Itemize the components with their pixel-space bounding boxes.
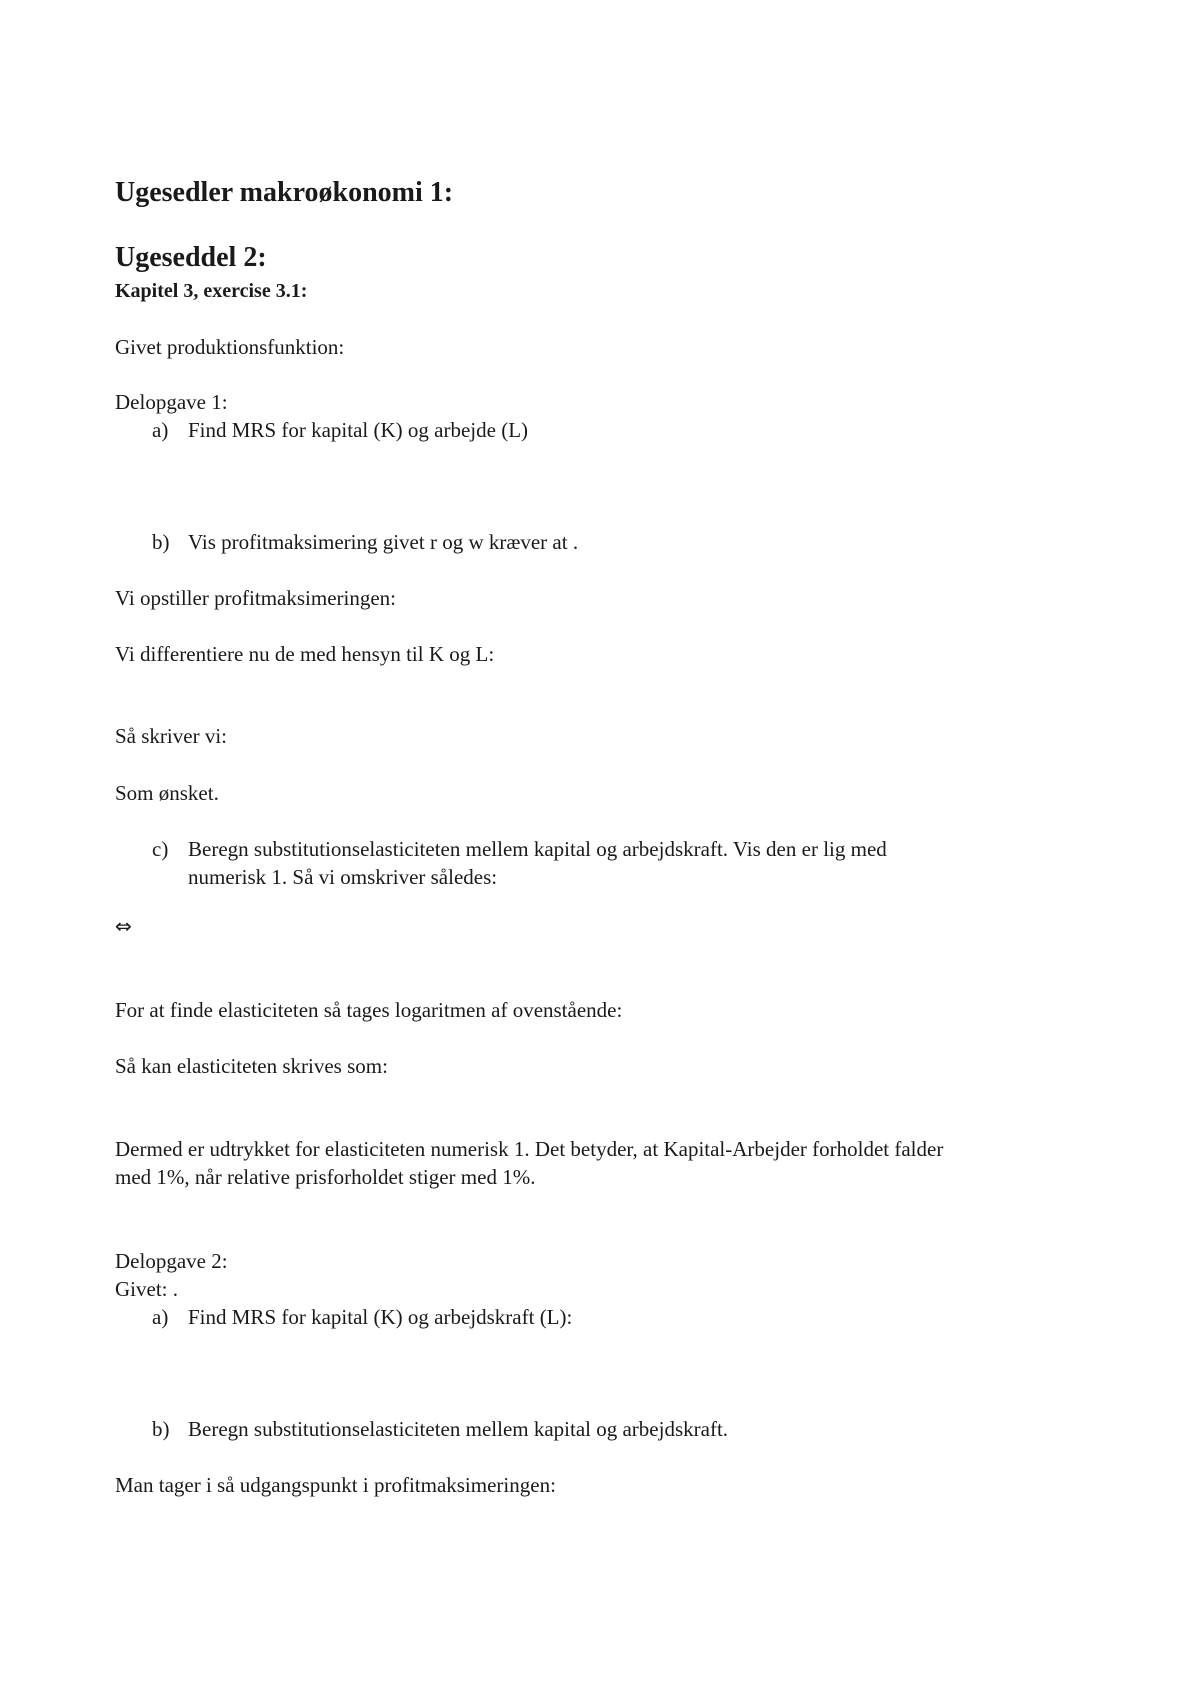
part1-c-line1: Beregn substitutionselasticiteten mellem kapital og arbejdskraft. Vis den er lig med (188, 837, 887, 861)
week-heading: Ugeseddel 2: (115, 242, 267, 273)
elasticity-written-text: Så kan elasticiteten skrives som: (115, 1054, 388, 1078)
part1-c-label: c) (152, 837, 169, 861)
part1-label: Delopgave 1: (115, 390, 228, 414)
part2-a-text: Find MRS for kapital (K) og arbejdskraft (L): (188, 1305, 573, 1329)
conclusion-line2: med 1%, når relative prisforholdet stiger med 1%. (115, 1165, 536, 1189)
setup-profit-text: Vi opstiller profitmaksimeringen: (115, 586, 397, 610)
differentiate-text: Vi differentiere nu de med hensyn til K og L: (115, 642, 495, 666)
given-function-text: Givet produktionsfunktion: (115, 335, 345, 359)
we-write-text: Så skriver vi: (115, 724, 227, 748)
starting-point-text: Man tager i så udgangspunkt i profitmaksimeringen: (115, 1473, 556, 1497)
part2-label: Delopgave 2: (115, 1249, 228, 1273)
part1-c-line2: numerisk 1. Så vi omskriver således: (188, 865, 498, 889)
conclusion-line1: Dermed er udtrykket for elasticiteten numerisk 1. Det betyder, at Kapital-Arbejder forholdet falder (115, 1137, 944, 1161)
part1-b-text: Vis profitmaksimering givet r og w kræver at . (188, 530, 579, 554)
part1-b-label: b) (152, 530, 170, 554)
chapter-heading: Kapitel 3, exercise 3.1: (115, 280, 308, 302)
log-text: For at finde elasticiteten så tages logaritmen af ovenstående: (115, 998, 623, 1022)
part1-a-text: Find MRS for kapital (K) og arbejde (L) (188, 418, 529, 442)
document-title: Ugesedler makroøkonomi 1: (115, 177, 454, 208)
part2-a-label: a) (152, 1305, 169, 1329)
part1-a-label: a) (152, 418, 169, 442)
part2-b-label: b) (152, 1417, 170, 1441)
equivalence-arrow-icon: ⇔ (115, 914, 132, 938)
part2-given-text: Givet: . (115, 1277, 178, 1301)
part2-b-text: Beregn substitutionselasticiteten mellem kapital og arbejdskraft. (188, 1417, 729, 1441)
as-desired-text: Som ønsket. (115, 781, 219, 805)
